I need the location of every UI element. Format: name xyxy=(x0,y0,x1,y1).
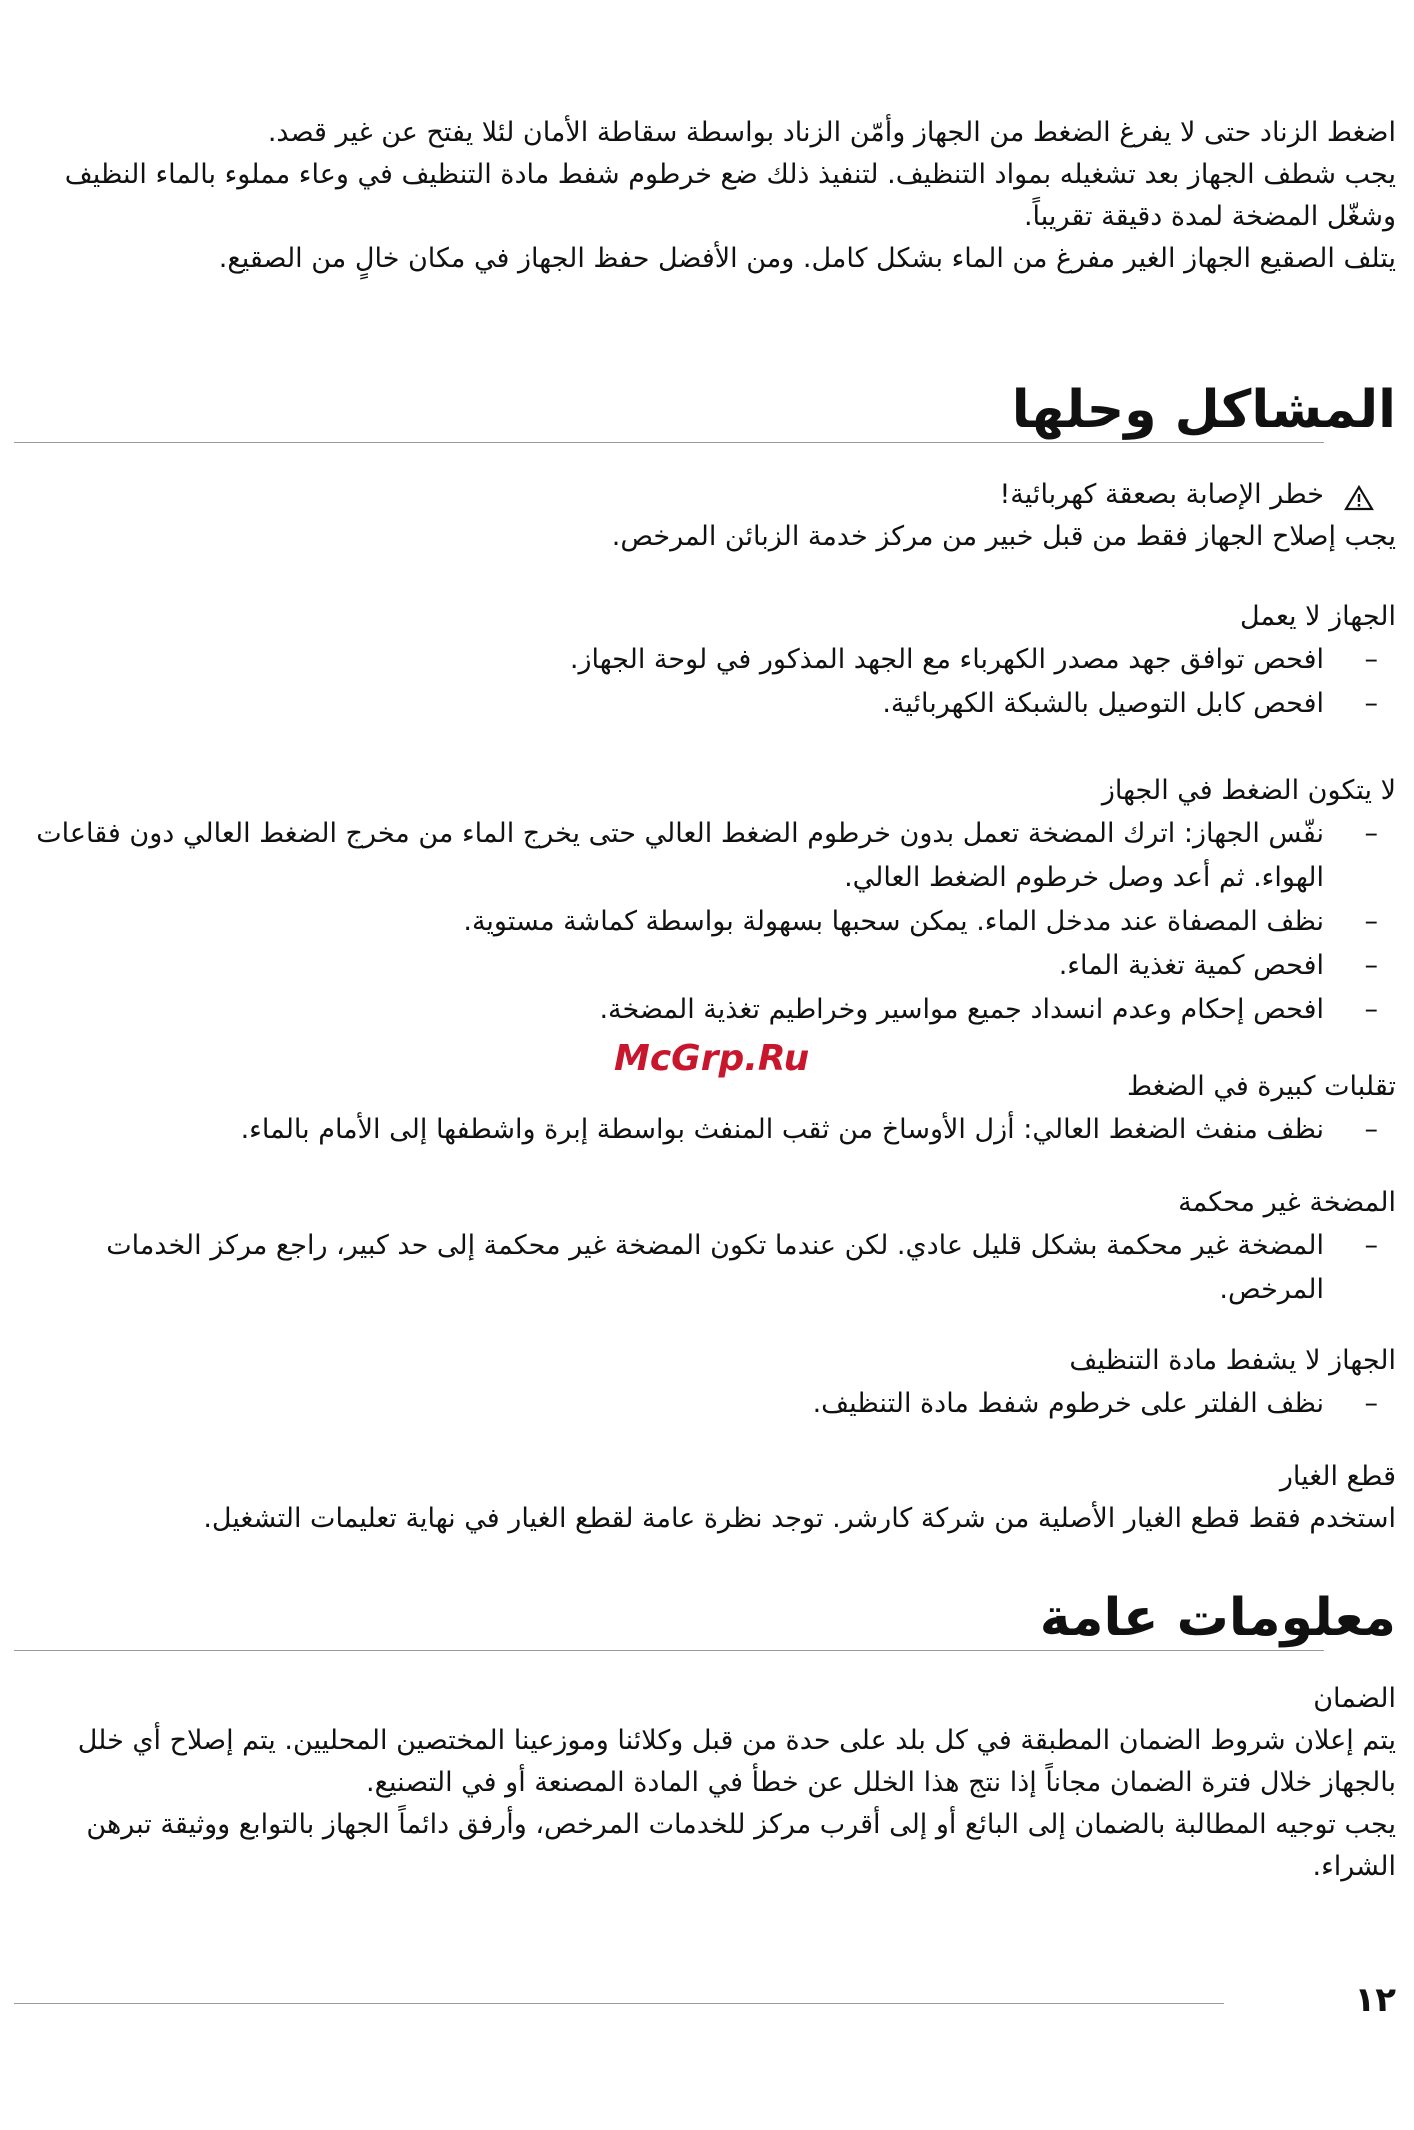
warning-row xyxy=(12,474,1396,516)
dash-bullet: – xyxy=(1364,644,1378,675)
group-heading: المضخة غير محكمة xyxy=(1178,1187,1396,1218)
group-heading: الجهاز لا يشفط مادة التنظيف xyxy=(1069,1345,1396,1376)
list-item: – المضخة غير محكمة بشكل قليل عادي. لكن عندما تكون المضخة غير محكمة إلى حد كبير، راجع مركز الخدمات المرخص. xyxy=(12,1224,1396,1312)
warning-triangle-icon xyxy=(1344,482,1374,508)
warning-text: يجب إصلاح الجهاز فقط من قبل خبير من مركز خدمة الزبائن المرخص. xyxy=(611,521,1396,552)
group-heading: الجهاز لا يعمل xyxy=(1239,601,1396,632)
dash-bullet: – xyxy=(1364,994,1378,1025)
dash-bullet: – xyxy=(1364,688,1378,719)
general-info-divider xyxy=(14,1650,1324,1651)
warranty-heading: الضمان xyxy=(1313,1683,1396,1714)
list-item: – افحص كابل التوصيل بالشبكة الكهربائية. xyxy=(12,682,1396,726)
dash-bullet: – xyxy=(1364,1388,1378,1419)
intro-line-3: وشغّل المضخة لمدة دقيقة تقريباً. xyxy=(1023,201,1396,232)
list-item: – افحص توافق جهد مصدر الكهرباء مع الجهد المذكور في لوحة الجهاز. xyxy=(12,638,1396,682)
general-info-title: معلومات عامة xyxy=(1039,1588,1396,1648)
list-item: – نظف منفث الضغط العالي: أزل الأوساخ من ثقب المنفث بواسطة إبرة واشطفها إلى الأمام بالماء. xyxy=(12,1108,1396,1152)
dash-bullet: – xyxy=(1364,1114,1378,1145)
spare-parts-heading: قطع الغيار xyxy=(1279,1461,1396,1492)
list-item: – افحص كمية تغذية الماء. xyxy=(12,944,1396,988)
dash-bullet: – xyxy=(1364,906,1378,937)
spare-parts-text: استخدم فقط قطع الغيار الأصلية من شركة كارشر. توجد نظرة عامة لقطع الغيار في نهاية تعليمات التشغيل. xyxy=(203,1503,1396,1534)
troubleshooting-divider xyxy=(14,442,1324,443)
dash-bullet: – xyxy=(1364,818,1378,849)
list-item: – نظف المصفاة عند مدخل الماء. يمكن سحبها بسهولة بواسطة كماشة مستوية. xyxy=(12,900,1396,944)
group-heading: لا يتكون الضغط في الجهاز xyxy=(1101,775,1396,806)
troubleshooting-title: المشاكل وحلها xyxy=(1011,380,1396,440)
group-no-pressure xyxy=(12,770,1396,1032)
page-number: ١٢ xyxy=(1354,1980,1396,2020)
group-pressure-fluctuations xyxy=(12,1066,1396,1152)
warning-title: خطر الإصابة بصعقة كهربائية! xyxy=(999,479,1324,510)
warranty-text-1: يتم إعلان شروط الضمان المطبقة في كل بلد على حدة من قبل وكلائنا وموزعينا المختصين المحليين. يتم إصلاح أي خلل بالجهاز خلال فترة الضمان مجاناً إذا نتج هذا الخلل عن خطأ في المادة المصنعة أو في التصنيع. xyxy=(77,1725,1396,1798)
intro-section xyxy=(12,112,1396,280)
spare-parts-section xyxy=(12,1456,1396,1540)
dash-bullet: – xyxy=(1364,950,1378,981)
warning-block xyxy=(12,474,1396,558)
group-pump-leaking xyxy=(12,1182,1396,1312)
group-heading: تقلبات كبيرة في الضغط xyxy=(1126,1071,1396,1102)
dash-bullet: – xyxy=(1364,1230,1378,1261)
list-item: – نظف الفلتر على خرطوم شفط مادة التنظيف. xyxy=(12,1382,1396,1426)
list-item: – نفّس الجهاز: اترك المضخة تعمل بدون خرطوم الضغط العالي حتى يخرج الماء من مخرج الضغط العالي دون فقاعات الهواء. ثم أعد وصل خرطوم الضغط العالي. xyxy=(12,812,1396,900)
intro-line-1: اضغط الزناد حتى لا يفرغ الضغط من الجهاز وأمّن الزناد بواسطة سقاطة الأمان لئلا يفتح عن غير قصد. xyxy=(267,117,1396,148)
warranty-section xyxy=(12,1678,1396,1888)
watermark-text: McGrp.Ru xyxy=(614,1038,810,1079)
warranty-text-2: يجب توجيه المطالبة بالضمان إلى البائع أو إلى أقرب مركز للخدمات المرخص، وأرفق دائماً الجهاز بالتوابع ووثيقة تبرهن الشراء. xyxy=(86,1809,1396,1882)
list-item: – افحص إحكام وعدم انسداد جميع مواسير وخراطيم تغذية المضخة. xyxy=(12,988,1396,1032)
intro-line-4: يتلف الصقيع الجهاز الغير مفرغ من الماء بشكل كامل. ومن الأفضل حفظ الجهاز في مكان خالٍ من الصقيع. xyxy=(218,243,1396,274)
intro-line-2: يجب شطف الجهاز بعد تشغيله بمواد التنظيف. لتنفيذ ذلك ضع خرطوم شفط مادة التنظيف في وعاء مملوء بالماء النظيف xyxy=(64,159,1396,190)
group-no-detergent xyxy=(12,1340,1396,1426)
group-device-not-working xyxy=(12,596,1396,726)
footer-divider xyxy=(14,2003,1224,2004)
